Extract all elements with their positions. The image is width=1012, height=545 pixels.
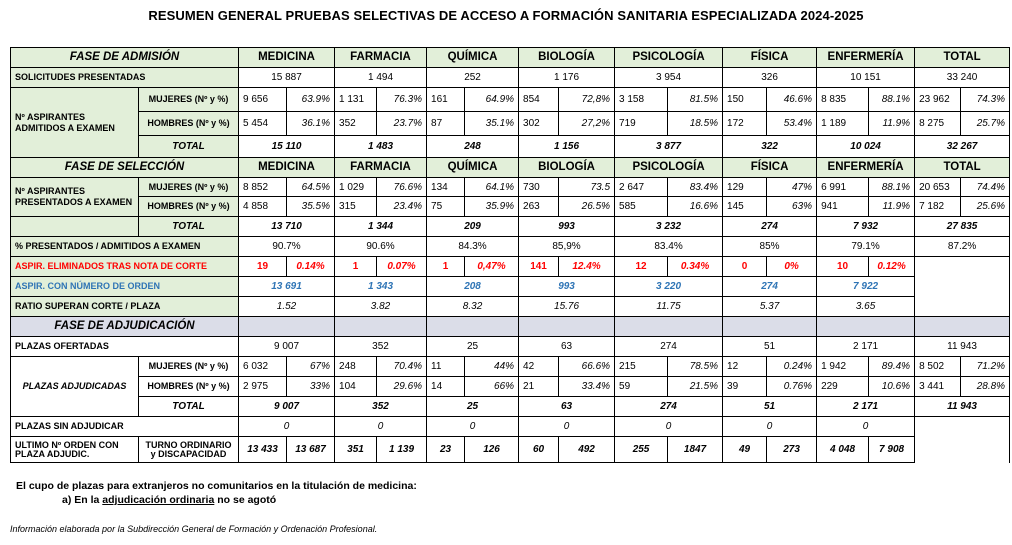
value-cell: 3 954 xyxy=(615,68,723,88)
ultimo-discapacidad: 126 xyxy=(465,437,519,463)
value-count: 39 xyxy=(723,377,767,397)
value-count: 5 454 xyxy=(239,112,287,136)
eliminados-pct: 0% xyxy=(767,257,817,277)
ultimo-ordinario: 60 xyxy=(519,437,559,463)
eliminados-pct: 0,47% xyxy=(465,257,519,277)
ultimo-discapacidad: 273 xyxy=(767,437,817,463)
value-pct: 23.7% xyxy=(377,112,427,136)
total-cell: 13 710 xyxy=(239,217,335,237)
ultimo-discapacidad: 492 xyxy=(559,437,615,463)
value-cell: 0 xyxy=(615,417,723,437)
value-pct: 73.5 xyxy=(559,178,615,197)
grey-cell xyxy=(615,317,723,337)
eliminados-count: 19 xyxy=(239,257,287,277)
column-header-row xyxy=(11,48,1010,68)
total-cell: 11 943 xyxy=(915,397,1010,417)
value-pct: 11.9% xyxy=(869,112,915,136)
total-cell: 51 xyxy=(723,397,817,417)
value-cell: 15 887 xyxy=(239,68,335,88)
ratio-cell: 8.32 xyxy=(427,297,519,317)
total-cell: 248 xyxy=(427,136,519,158)
value-pct: 64.1% xyxy=(465,178,519,197)
orden-cell: 13 691 xyxy=(239,277,335,297)
column-header-row xyxy=(11,158,1010,178)
value-count: 3 441 xyxy=(915,377,961,397)
blank-cell xyxy=(915,417,1010,463)
value-pct: 35.9% xyxy=(465,197,519,217)
row-label: ULTIMO Nº ORDEN CON PLAZA ADJUDIC. xyxy=(11,437,139,463)
value-pct: 11.9% xyxy=(869,197,915,217)
value-count: 719 xyxy=(615,112,668,136)
value-cell: 85% xyxy=(723,237,817,257)
eliminados-pct: 0.34% xyxy=(668,257,723,277)
row-sublabel: MUJERES (Nº y %) xyxy=(139,178,239,197)
total-cell: 3 232 xyxy=(615,217,723,237)
value-pct: 66% xyxy=(465,377,519,397)
value-count: 8 502 xyxy=(915,357,961,377)
value-pct: 29.6% xyxy=(377,377,427,397)
value-pct: 71.2% xyxy=(961,357,1010,377)
value-cell: 87.2% xyxy=(915,237,1010,257)
value-count: 9 656 xyxy=(239,88,287,112)
column-header: ENFERMERÍA xyxy=(817,48,915,68)
ultimo-discapacidad: 7 908 xyxy=(869,437,915,463)
value-count: 730 xyxy=(519,178,559,197)
group-label: Nº ASPIRANTES ADMITIDOS A EXAMEN xyxy=(11,88,139,158)
ultimo-discapacidad: 13 687 xyxy=(287,437,335,463)
orden-cell: 274 xyxy=(723,277,817,297)
value-count: 172 xyxy=(723,112,767,136)
value-pct: 88.1% xyxy=(869,88,915,112)
row-label: PLAZAS SIN ADJUDICAR xyxy=(11,417,239,437)
value-cell: 11 943 xyxy=(915,337,1010,357)
value-pct: 53.4% xyxy=(767,112,817,136)
total-cell: 7 932 xyxy=(817,217,915,237)
value-pct: 66.6% xyxy=(559,357,615,377)
value-pct: 78.5% xyxy=(668,357,723,377)
solicitudes-row xyxy=(11,68,1010,88)
ratio-cell: 5.37 xyxy=(723,297,817,317)
row-sublabel: HOMBRES (Nº y %) xyxy=(139,112,239,136)
value-pct: 63% xyxy=(767,197,817,217)
blank-cell xyxy=(11,217,139,237)
presentados-total-row xyxy=(11,217,1010,237)
ultimo-ordinario: 49 xyxy=(723,437,767,463)
total-cell: 32 267 xyxy=(915,136,1010,158)
value-count: 2 647 xyxy=(615,178,668,197)
value-count: 6 991 xyxy=(817,178,869,197)
orden-cell: 1 343 xyxy=(335,277,427,297)
column-header: FARMACIA xyxy=(335,158,427,178)
orden-cell: 993 xyxy=(519,277,615,297)
value-count: 104 xyxy=(335,377,377,397)
page-title: RESUMEN GENERAL PRUEBAS SELECTIVAS DE ACCESO A FORMACIÓN SANITARIA ESPECIALIZADA 2024-2025 xyxy=(148,8,864,23)
grey-cell xyxy=(239,317,335,337)
value-count: 4 858 xyxy=(239,197,287,217)
sin-adjudicar-row xyxy=(11,417,1010,437)
eliminados-pct: 0.14% xyxy=(287,257,335,277)
eliminados-count: 10 xyxy=(817,257,869,277)
value-pct: 35.1% xyxy=(465,112,519,136)
row-label: ASPIR. ELIMINADOS TRAS NOTA DE CORTE xyxy=(11,257,239,277)
value-cell: 85,9% xyxy=(519,237,615,257)
eliminados-count: 1 xyxy=(335,257,377,277)
total-cell: 25 xyxy=(427,397,519,417)
value-pct: 81.5% xyxy=(668,88,723,112)
value-pct: 18.5% xyxy=(668,112,723,136)
eliminados-count: 1 xyxy=(427,257,465,277)
footnote-item xyxy=(62,494,276,506)
value-cell: 79.1% xyxy=(817,237,915,257)
value-pct: 35.5% xyxy=(287,197,335,217)
eliminados-row xyxy=(11,257,1010,277)
value-pct: 25.6% xyxy=(961,197,1010,217)
column-header: TOTAL xyxy=(915,48,1010,68)
total-label: TOTAL xyxy=(139,217,239,237)
value-cell: 326 xyxy=(723,68,817,88)
adjudicacion-header-row xyxy=(11,317,1010,337)
column-header: ENFERMERÍA xyxy=(817,158,915,178)
row-label: PLAZAS OFERTADAS xyxy=(11,337,239,357)
value-count: 1 942 xyxy=(817,357,869,377)
value-count: 59 xyxy=(615,377,668,397)
value-pct: 63.9% xyxy=(287,88,335,112)
total-label: TOTAL xyxy=(139,397,239,417)
value-cell: 10 151 xyxy=(817,68,915,88)
row-label: ASPIR. CON NÚMERO DE ORDEN xyxy=(11,277,239,297)
column-header: QUÍMICA xyxy=(427,48,519,68)
ratio-cell: 11.75 xyxy=(615,297,723,317)
value-count: 11 xyxy=(427,357,465,377)
total-cell: 15 110 xyxy=(239,136,335,158)
adjudicadas-total-row xyxy=(11,397,1010,417)
value-count: 8 835 xyxy=(817,88,869,112)
value-pct: 28.8% xyxy=(961,377,1010,397)
value-pct: 47% xyxy=(767,178,817,197)
total-cell: 1 156 xyxy=(519,136,615,158)
total-cell: 27 835 xyxy=(915,217,1010,237)
orden-cell: 7 922 xyxy=(817,277,915,297)
value-pct: 88.1% xyxy=(869,178,915,197)
column-header: PSICOLOGÍA xyxy=(615,158,723,178)
adjudicadas-mujeres-row xyxy=(11,357,1010,377)
value-count: 7 182 xyxy=(915,197,961,217)
total-label: TOTAL xyxy=(139,136,239,158)
value-count: 352 xyxy=(335,112,377,136)
total-cell: 2 171 xyxy=(817,397,915,417)
value-count: 8 275 xyxy=(915,112,961,136)
column-header: FARMACIA xyxy=(335,48,427,68)
column-header: BIOLOGÍA xyxy=(519,158,615,178)
total-cell: 274 xyxy=(615,397,723,417)
total-cell: 10 024 xyxy=(817,136,915,158)
total-cell: 322 xyxy=(723,136,817,158)
value-count: 585 xyxy=(615,197,668,217)
value-pct: 64.9% xyxy=(465,88,519,112)
value-count: 42 xyxy=(519,357,559,377)
eliminados-pct: 12.4% xyxy=(559,257,615,277)
adjudicadas-hombres-row xyxy=(11,377,1010,397)
column-header: FÍSICA xyxy=(723,48,817,68)
source-note: Información elaborada por la Subdirección General de Formación y Ordenación Profesional. xyxy=(10,524,378,534)
ultimo-orden-row xyxy=(11,437,1010,463)
column-header: BIOLOGÍA xyxy=(519,48,615,68)
column-header: MEDICINA xyxy=(239,48,335,68)
footnote-prefix: a) En la xyxy=(62,494,100,506)
row-sublabel: MUJERES (Nº y %) xyxy=(139,88,239,112)
value-pct: 74.4% xyxy=(961,178,1010,197)
value-pct: 72,8% xyxy=(559,88,615,112)
value-count: 6 032 xyxy=(239,357,287,377)
column-header: MEDICINA xyxy=(239,158,335,178)
blank-cell xyxy=(915,257,1010,317)
ratio-cell: 1.52 xyxy=(239,297,335,317)
row-label: RATIO SUPERAN CORTE / PLAZA xyxy=(11,297,239,317)
footnote-title: El cupo de plazas para extranjeros no comunitarios en la titulación de medicina: xyxy=(16,480,417,492)
value-count: 315 xyxy=(335,197,377,217)
total-cell: 209 xyxy=(427,217,519,237)
value-count: 8 852 xyxy=(239,178,287,197)
value-pct: 76.3% xyxy=(377,88,427,112)
value-cell: 90.7% xyxy=(239,237,335,257)
row-label: SOLICITUDES PRESENTADAS xyxy=(11,68,239,88)
value-pct: 44% xyxy=(465,357,519,377)
orden-row xyxy=(11,277,1010,297)
value-count: 20 653 xyxy=(915,178,961,197)
ratio-cell: 3.82 xyxy=(335,297,427,317)
phase-header: FASE DE ADJUDICACIÓN xyxy=(11,317,239,337)
value-count: 75 xyxy=(427,197,465,217)
value-cell: 25 xyxy=(427,337,519,357)
value-count: 161 xyxy=(427,88,465,112)
value-cell: 0 xyxy=(817,417,915,437)
value-pct: 23.4% xyxy=(377,197,427,217)
ultimo-ordinario: 4 048 xyxy=(817,437,869,463)
ofertadas-row xyxy=(11,337,1010,357)
value-pct: 74.3% xyxy=(961,88,1010,112)
ultimo-discapacidad: 1 139 xyxy=(377,437,427,463)
group-label: PLAZAS ADJUDICADAS xyxy=(11,357,139,417)
grey-cell xyxy=(427,317,519,337)
value-cell: 51 xyxy=(723,337,817,357)
total-cell: 993 xyxy=(519,217,615,237)
total-cell: 352 xyxy=(335,397,427,417)
group-label: Nº ASPIRANTES PRESENTADOS A EXAMEN xyxy=(11,178,139,217)
value-cell: 90.6% xyxy=(335,237,427,257)
value-cell: 0 xyxy=(427,417,519,437)
total-cell: 274 xyxy=(723,217,817,237)
orden-cell: 3 220 xyxy=(615,277,723,297)
phase-header: FASE DE SELECCIÓN xyxy=(11,158,239,178)
value-count: 1 189 xyxy=(817,112,869,136)
value-pct: 10.6% xyxy=(869,377,915,397)
turno-label: TURNO ORDINARIO y DISCAPACIDAD xyxy=(139,437,239,463)
value-cell: 0 xyxy=(239,417,335,437)
total-cell: 1 344 xyxy=(335,217,427,237)
value-pct: 0.24% xyxy=(767,357,817,377)
ratio-cell: 3.65 xyxy=(817,297,915,317)
value-count: 12 xyxy=(723,357,767,377)
value-count: 150 xyxy=(723,88,767,112)
footnote-suffix: no se agotó xyxy=(217,494,277,506)
eliminados-count: 141 xyxy=(519,257,559,277)
value-pct: 83.4% xyxy=(668,178,723,197)
column-header: TOTAL xyxy=(915,158,1010,178)
column-header: QUÍMICA xyxy=(427,158,519,178)
row-sublabel: HOMBRES (Nº y %) xyxy=(139,377,239,397)
value-cell: 352 xyxy=(335,337,427,357)
value-cell: 1 494 xyxy=(335,68,427,88)
eliminados-count: 0 xyxy=(723,257,767,277)
value-count: 854 xyxy=(519,88,559,112)
value-count: 263 xyxy=(519,197,559,217)
total-cell: 3 877 xyxy=(615,136,723,158)
value-count: 23 962 xyxy=(915,88,961,112)
value-count: 248 xyxy=(335,357,377,377)
value-pct: 16.6% xyxy=(668,197,723,217)
ultimo-ordinario: 23 xyxy=(427,437,465,463)
value-pct: 33.4% xyxy=(559,377,615,397)
value-pct: 26.5% xyxy=(559,197,615,217)
value-count: 145 xyxy=(723,197,767,217)
column-header: PSICOLOGÍA xyxy=(615,48,723,68)
value-cell: 9 007 xyxy=(239,337,335,357)
value-count: 2 975 xyxy=(239,377,287,397)
value-cell: 1 176 xyxy=(519,68,615,88)
presentados-hombres-row xyxy=(11,197,1010,217)
value-count: 3 158 xyxy=(615,88,668,112)
value-cell: 252 xyxy=(427,68,519,88)
value-cell: 83.4% xyxy=(615,237,723,257)
value-cell: 0 xyxy=(335,417,427,437)
pct-row xyxy=(11,237,1010,257)
ratio-row xyxy=(11,297,1010,317)
value-cell: 0 xyxy=(519,417,615,437)
total-cell: 1 483 xyxy=(335,136,427,158)
value-pct: 21.5% xyxy=(668,377,723,397)
value-pct: 36.1% xyxy=(287,112,335,136)
value-pct: 64.5% xyxy=(287,178,335,197)
presentados-mujeres-row xyxy=(11,178,1010,197)
value-count: 129 xyxy=(723,178,767,197)
value-cell: 84.3% xyxy=(427,237,519,257)
row-sublabel: HOMBRES (Nº y %) xyxy=(139,197,239,217)
value-pct: 0.76% xyxy=(767,377,817,397)
grey-cell xyxy=(519,317,615,337)
eliminados-pct: 0.12% xyxy=(869,257,915,277)
value-cell: 63 xyxy=(519,337,615,357)
eliminados-pct: 0.07% xyxy=(377,257,427,277)
value-pct: 89.4% xyxy=(869,357,915,377)
value-cell: 274 xyxy=(615,337,723,357)
grey-cell xyxy=(817,317,915,337)
value-count: 134 xyxy=(427,178,465,197)
ratio-cell: 15.76 xyxy=(519,297,615,317)
value-count: 87 xyxy=(427,112,465,136)
value-pct: 76.6% xyxy=(377,178,427,197)
grey-cell xyxy=(723,317,817,337)
row-label: % PRESENTADOS / ADMITIDOS A EXAMEN xyxy=(11,237,239,257)
value-count: 215 xyxy=(615,357,668,377)
ultimo-ordinario: 351 xyxy=(335,437,377,463)
value-pct: 67% xyxy=(287,357,335,377)
value-pct: 46.6% xyxy=(767,88,817,112)
value-count: 14 xyxy=(427,377,465,397)
ultimo-ordinario: 255 xyxy=(615,437,668,463)
ultimo-ordinario: 13 433 xyxy=(239,437,287,463)
admitidos-total-row xyxy=(11,136,1010,158)
value-count: 941 xyxy=(817,197,869,217)
value-pct: 27,2% xyxy=(559,112,615,136)
total-cell: 9 007 xyxy=(239,397,335,417)
orden-cell: 208 xyxy=(427,277,519,297)
ultimo-discapacidad: 1847 xyxy=(668,437,723,463)
summary-table xyxy=(10,47,1010,463)
footnote-link: adjudicación ordinaria xyxy=(102,494,215,506)
phase-header: FASE DE ADMISIÓN xyxy=(11,48,239,68)
value-pct: 25.7% xyxy=(961,112,1010,136)
summary-table-body xyxy=(11,48,1010,463)
value-count: 229 xyxy=(817,377,869,397)
admitidos-hombres-row xyxy=(11,112,1010,136)
grey-cell xyxy=(915,317,1010,337)
value-pct: 70.4% xyxy=(377,357,427,377)
value-pct: 33% xyxy=(287,377,335,397)
grey-cell xyxy=(335,317,427,337)
value-cell: 2 171 xyxy=(817,337,915,357)
value-count: 1 131 xyxy=(335,88,377,112)
value-count: 1 029 xyxy=(335,178,377,197)
column-header: FÍSICA xyxy=(723,158,817,178)
value-count: 302 xyxy=(519,112,559,136)
value-cell: 0 xyxy=(723,417,817,437)
row-sublabel: MUJERES (Nº y %) xyxy=(139,357,239,377)
value-count: 21 xyxy=(519,377,559,397)
admitidos-mujeres-row xyxy=(11,88,1010,112)
value-cell: 33 240 xyxy=(915,68,1010,88)
eliminados-count: 12 xyxy=(615,257,668,277)
total-cell: 63 xyxy=(519,397,615,417)
